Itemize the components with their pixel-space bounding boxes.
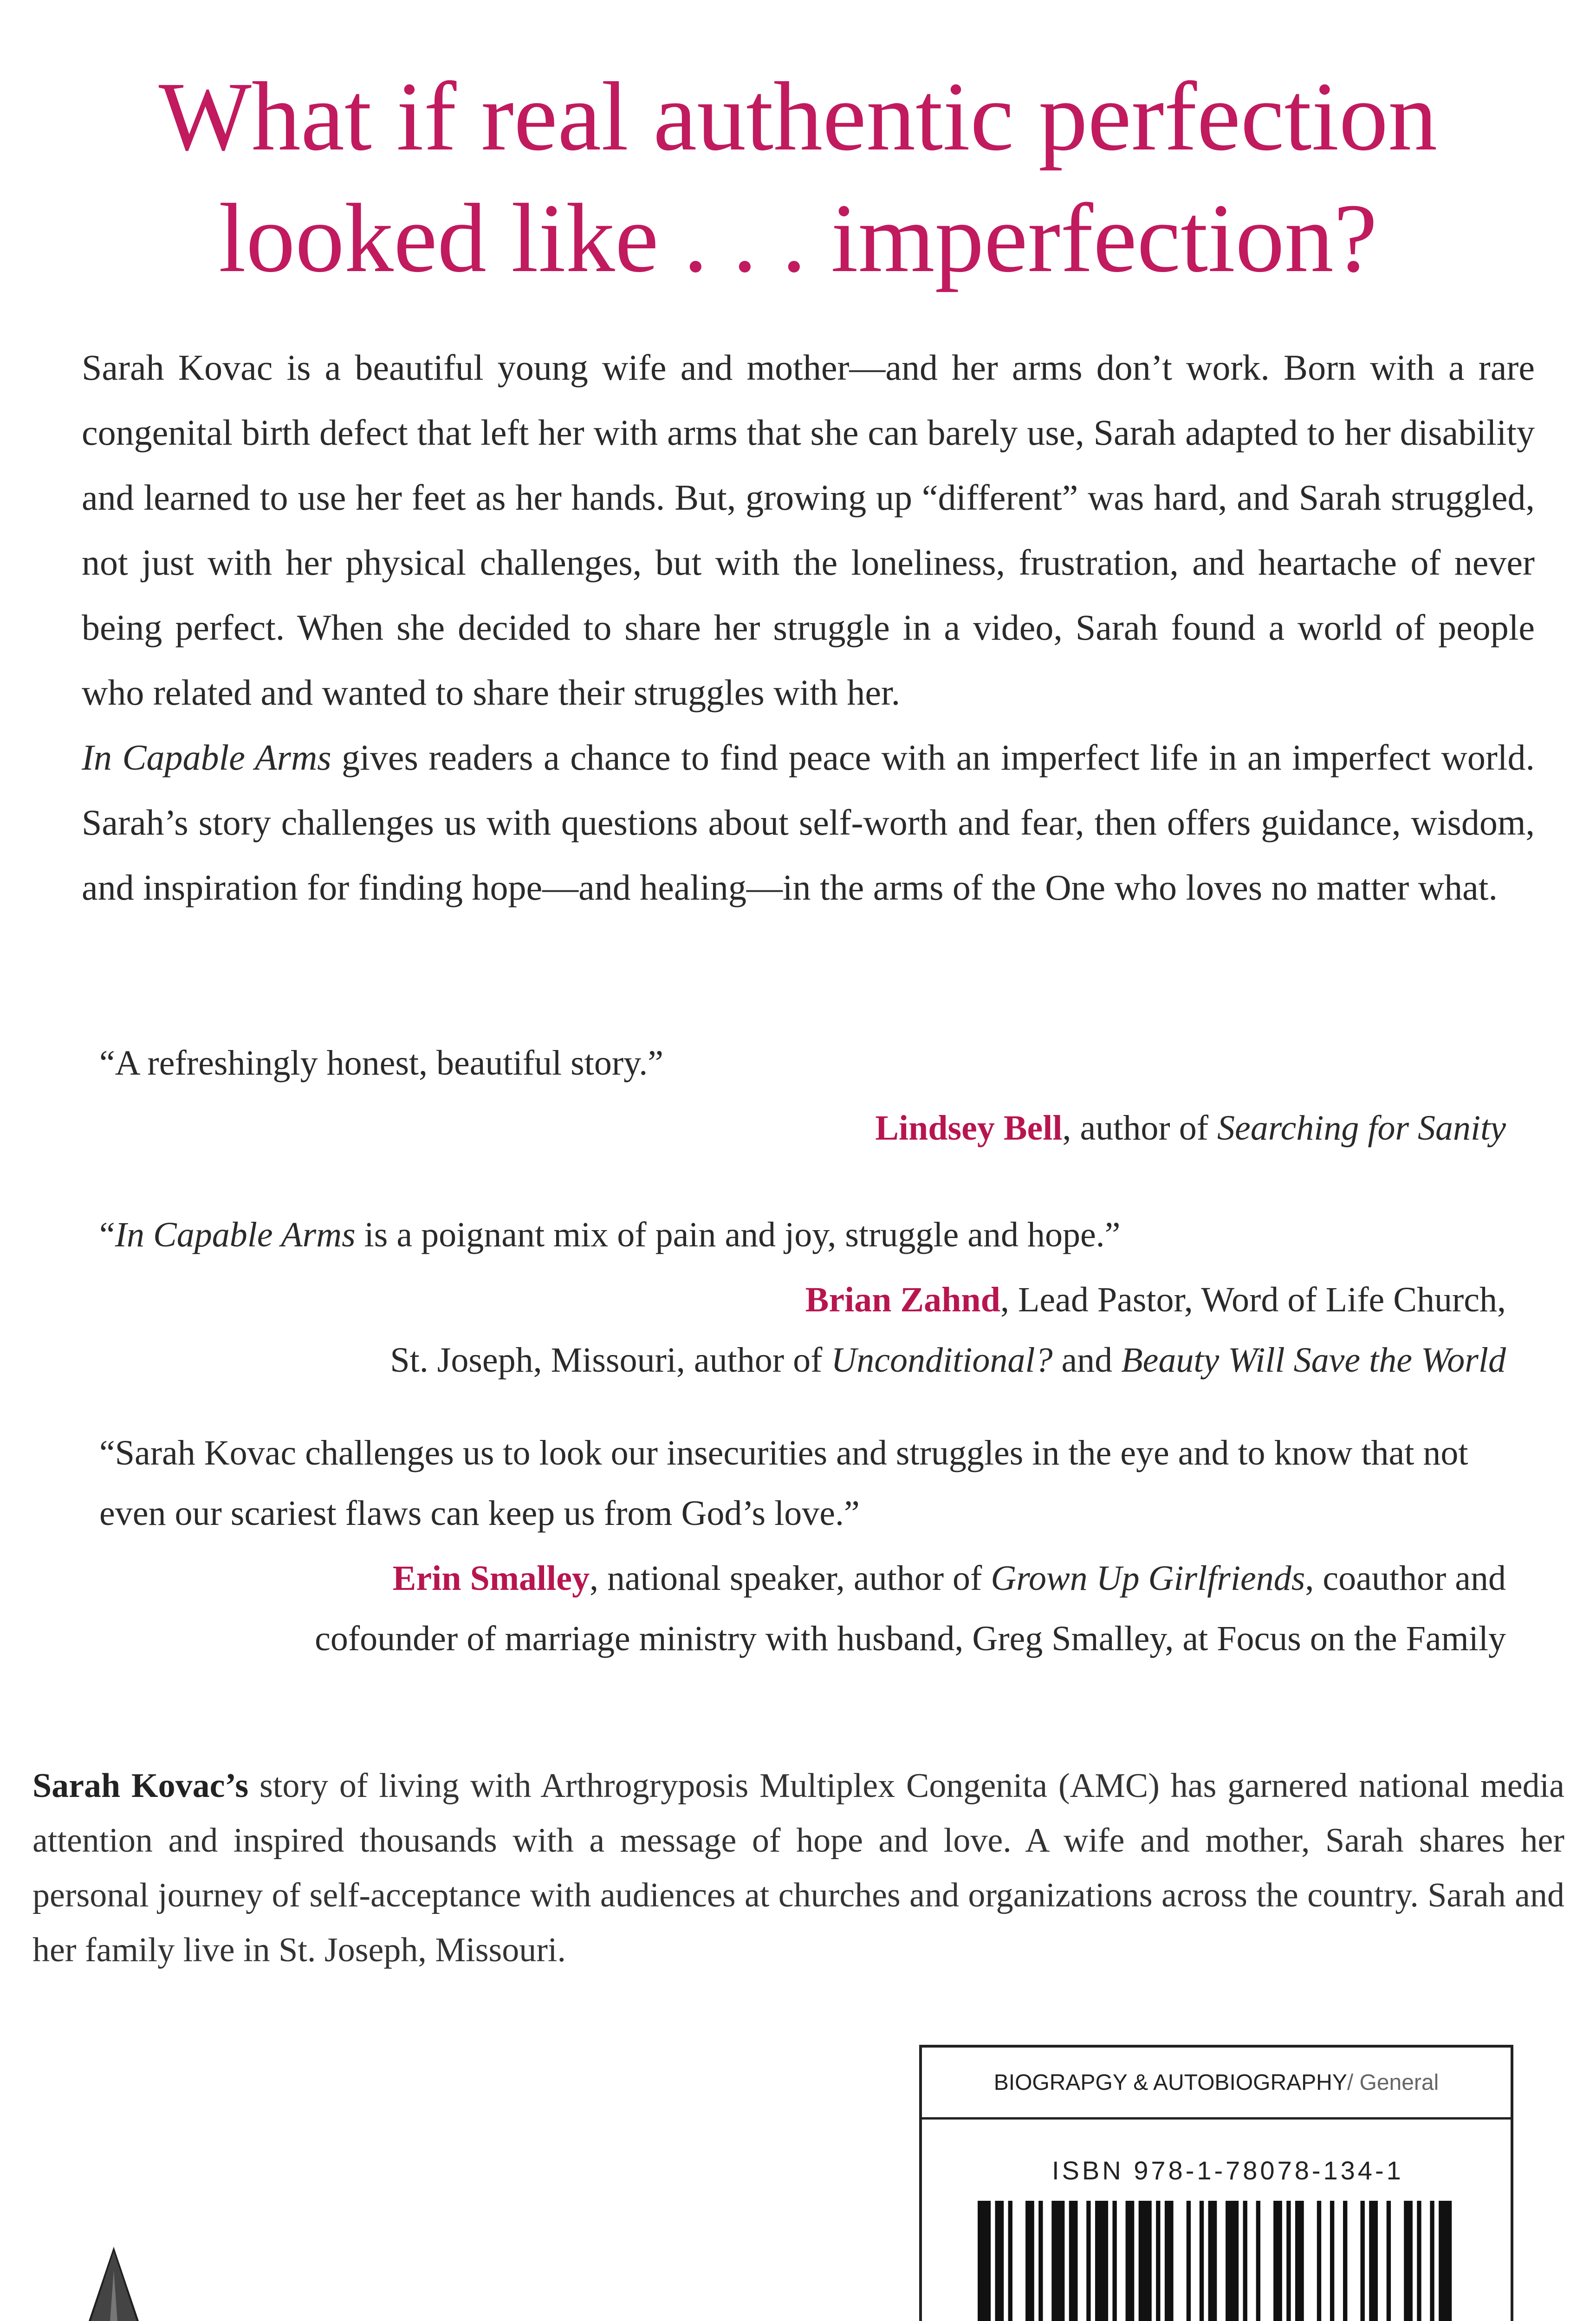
book-description [82, 335, 1535, 920]
endorser-name: Brian Zahnd [805, 1280, 1000, 1319]
headline-line-1: What if real authentic perfection [158, 62, 1438, 171]
attribution-book-title: Beauty Will Save the World [1121, 1341, 1506, 1380]
endorsement-2 [99, 1205, 1506, 1390]
endorsement-book-title: In Capable Arms [115, 1215, 356, 1254]
description-paragraph-2 [82, 725, 1535, 920]
endorsement-quote: “A refreshingly honest, beautiful story.” [99, 1044, 663, 1083]
attribution-text: , author of [1062, 1109, 1217, 1148]
endorsement-attribution [99, 1098, 1506, 1158]
attribution-text: and [1052, 1341, 1122, 1380]
barcode-panel [919, 2045, 1513, 2321]
attribution-text: , national speaker, author of [590, 1559, 991, 1598]
endorsement-attribution [99, 1270, 1506, 1330]
authentic-a-logo-icon [46, 2242, 181, 2321]
description-paragraph-1: Sarah Kovac is a beautiful young wife and mother—and her arms don’t work. Born with a rare congenital birth defect that left her with arms that she can barely use, Sarah adapted to her disability and learned to use her feet as her hands. But, growing up “different” was hard, and Sarah struggled, not just with her physical challenges, but with the loneliness, frustration, and heartache of never being perfect. When she decided to share her struggle in a video, Sarah found a world of people who related and wanted to share their struggles with her. [82, 347, 1535, 713]
author-name: Sarah Kovac’s [32, 1767, 249, 1805]
book-title-inline: In Capable Arms [82, 737, 331, 778]
endorsement-quote: “Sarah Kovac challenges us to look our insecurities and struggles in the eye and to know that not even our scariest flaws can keep us from God’s love.” [99, 1433, 1468, 1533]
attribution-book-title: Grown Up Girlfriends [991, 1559, 1305, 1598]
isbn-label: ISBN 978-1-78078-134-1 [1052, 2156, 1404, 2185]
attribution-book-title: Searching for Sanity [1217, 1109, 1506, 1148]
endorser-name: Erin Smalley [392, 1559, 590, 1598]
author-bio-text: story of living with Arthrogryposis Multiplex Congenita (AMC) has garnered national media attention and inspired thousands with a message of hope and love. A wife and mother, Sarah shares her personal journey of self-acceptance with audiences at churches and organizations across the country. Sarah and her family live in St. Joseph, Missouri. [32, 1767, 1564, 1969]
subcategory-label: / General [1347, 2070, 1439, 2095]
description-paragraph-2-text: gives readers a chance to find peace with an imperfect life in an imperfect world. Sarah’s story challenges us with questions about self-worth and fear, then offers guidance, wisdom, and inspiration for finding hope—and healing—in the arms of the One who loves no matter what. [82, 737, 1535, 908]
author-bio [32, 1758, 1564, 1977]
endorsement-attribution-line-2 [99, 1330, 1506, 1390]
endorsement-3 [99, 1423, 1506, 1669]
attribution-book-title: Unconditional? [831, 1341, 1053, 1380]
bisac-category [922, 2048, 1511, 2120]
endorsement-attribution-line-2: cofounder of marriage ministry with husband, Greg Smalley, at Focus on the Family [315, 1619, 1506, 1658]
endorsement-1 [99, 1033, 1506, 1158]
endorser-name: Lindsey Bell [875, 1109, 1063, 1148]
endorsement-quote: “In Capable Arms is a poignant mix of pain and joy, struggle and hope.” [99, 1215, 1121, 1254]
attribution-text: , Lead Pastor, Word of Life Church, [1000, 1280, 1506, 1319]
attribution-text: St. Joseph, Missouri, author of [390, 1341, 831, 1380]
headline-line-2: looked like . . . imperfection? [218, 183, 1378, 292]
barcode-icon [978, 2201, 1460, 2321]
endorsement-attribution [99, 1548, 1506, 1608]
headline [0, 56, 1596, 299]
attribution-text: , coauthor and [1305, 1559, 1506, 1598]
endorsement-quote-text: is a poignant mix of pain and joy, struggle and hope.” [355, 1215, 1121, 1254]
category-label: BIOGRAPGY & AUTOBIOGRAPHY [993, 2070, 1347, 2095]
